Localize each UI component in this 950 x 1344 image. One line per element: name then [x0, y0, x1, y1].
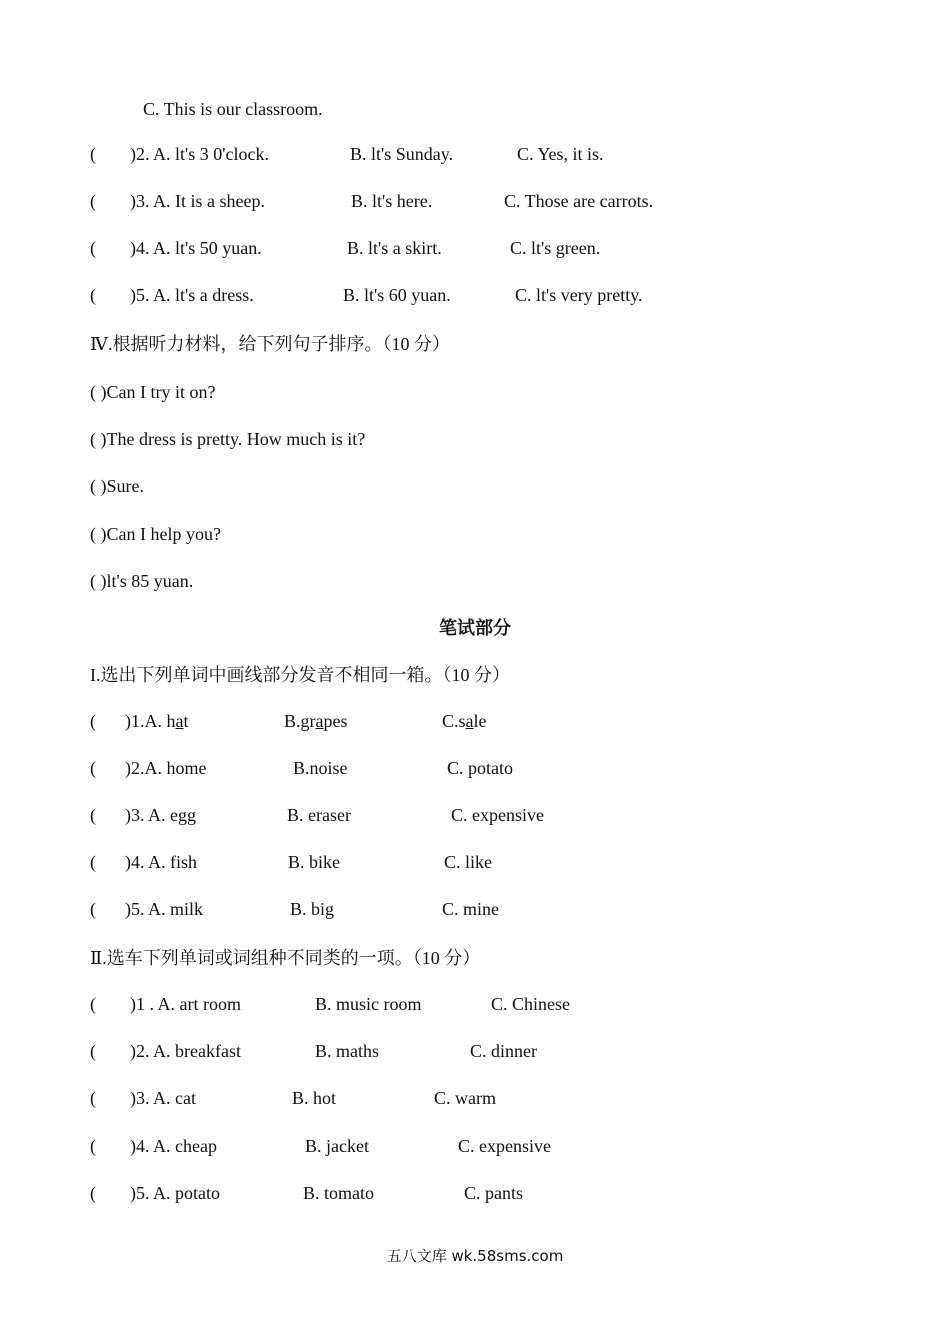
- option-c: C. potato: [447, 758, 513, 778]
- option-a: )5. A. lt's a dress.: [130, 285, 254, 305]
- paren: (: [90, 758, 96, 778]
- option-a: )4. A. fish: [125, 852, 197, 872]
- written-q1-heading: I.选出下列单词中画线部分发音不相同一箱。（10 分）: [90, 665, 510, 685]
- page-footer: 五八文库 wk.58sms.com: [386, 1247, 564, 1265]
- underlined-letter: a: [175, 711, 184, 731]
- option-c: C. mine: [442, 899, 499, 919]
- underlined-letter: a: [465, 711, 474, 731]
- option-a: )4. A. lt's 50 yuan.: [130, 238, 262, 258]
- option-c: C. lt's green.: [510, 238, 601, 258]
- option-b: B. music room: [315, 994, 422, 1014]
- underlined-letter: a: [315, 711, 324, 731]
- paren: (: [90, 805, 96, 825]
- option-b: B. jacket: [305, 1136, 369, 1156]
- option-c: C. Chinese: [491, 994, 570, 1014]
- option-a: )3. A. cat: [130, 1088, 196, 1108]
- option-c: C. expensive: [458, 1136, 551, 1156]
- option-a: )2.A. home: [125, 758, 207, 778]
- option-b: B. big: [290, 899, 335, 919]
- paren: (: [90, 1088, 96, 1108]
- paren: (: [90, 285, 96, 305]
- paren: (: [90, 1136, 96, 1156]
- option-c: C. warm: [434, 1088, 496, 1108]
- paren: (: [90, 994, 96, 1014]
- option-b: B. maths: [315, 1041, 380, 1061]
- option-a: )1 . A. art room: [130, 994, 241, 1014]
- paren: (: [90, 191, 96, 211]
- option-a: )1.A. hat: [125, 711, 189, 731]
- option-a: )5. A. potato: [130, 1183, 220, 1203]
- paren: (: [90, 852, 96, 872]
- option-c: C. expensive: [451, 805, 544, 825]
- option-b: B. hot: [292, 1088, 337, 1108]
- option-b: B. lt's a skirt.: [347, 238, 442, 258]
- option-b: B. lt's Sunday.: [350, 144, 454, 164]
- paren: (: [90, 238, 96, 258]
- written-q2-heading: Ⅱ.选车下列单词或词组种不同类的一项。（10 分）: [90, 948, 481, 968]
- option-c: C. Yes, it is.: [517, 144, 604, 164]
- option-b: B.noise: [293, 758, 348, 778]
- paren: (: [90, 711, 96, 731]
- written-section-title: 笔试部分: [439, 618, 511, 638]
- option-b: B. tomato: [303, 1183, 374, 1203]
- option-c: C. like: [444, 852, 492, 872]
- option-a: )4. A. cheap: [130, 1136, 217, 1156]
- paren: (: [90, 899, 96, 919]
- paren: (: [90, 1041, 96, 1061]
- option-b: B. eraser: [287, 805, 351, 825]
- paren: (: [90, 144, 96, 164]
- ordering-item: ( )Sure.: [90, 476, 144, 496]
- ordering-item: ( )The dress is pretty. How much is it?: [90, 429, 366, 449]
- option-b: B. lt's 60 yuan.: [343, 285, 451, 305]
- option-c: C. pants: [464, 1183, 524, 1203]
- option-b: B. bike: [288, 852, 340, 872]
- paren: (: [90, 1183, 96, 1203]
- option-a: )2. A. lt's 3 0'clock.: [130, 144, 269, 164]
- option-a: )2. A. breakfast: [130, 1041, 241, 1061]
- ordering-item: ( )Can I help you?: [90, 524, 221, 544]
- option-a: )3. A. egg: [125, 805, 196, 825]
- option-c: C. dinner: [470, 1041, 537, 1061]
- option-c: C. Those are carrots.: [504, 191, 654, 211]
- option-b: B. lt's here.: [351, 191, 433, 211]
- option-a: )5. A. milk: [125, 899, 204, 919]
- option-c-continuation: C. This is our classroom.: [143, 99, 323, 119]
- option-c: C. lt's very pretty.: [515, 285, 643, 305]
- option-b: B.grapes: [284, 711, 348, 731]
- ordering-item: ( )Can I try it on?: [90, 382, 216, 402]
- option-c: C.sale: [442, 711, 487, 731]
- option-a: )3. A. It is a sheep.: [130, 191, 265, 211]
- section-iv-heading: Ⅳ.根据听力材料，给下列句子排序。（10 分）: [90, 334, 450, 354]
- ordering-item: ( )lt's 85 yuan.: [90, 571, 194, 591]
